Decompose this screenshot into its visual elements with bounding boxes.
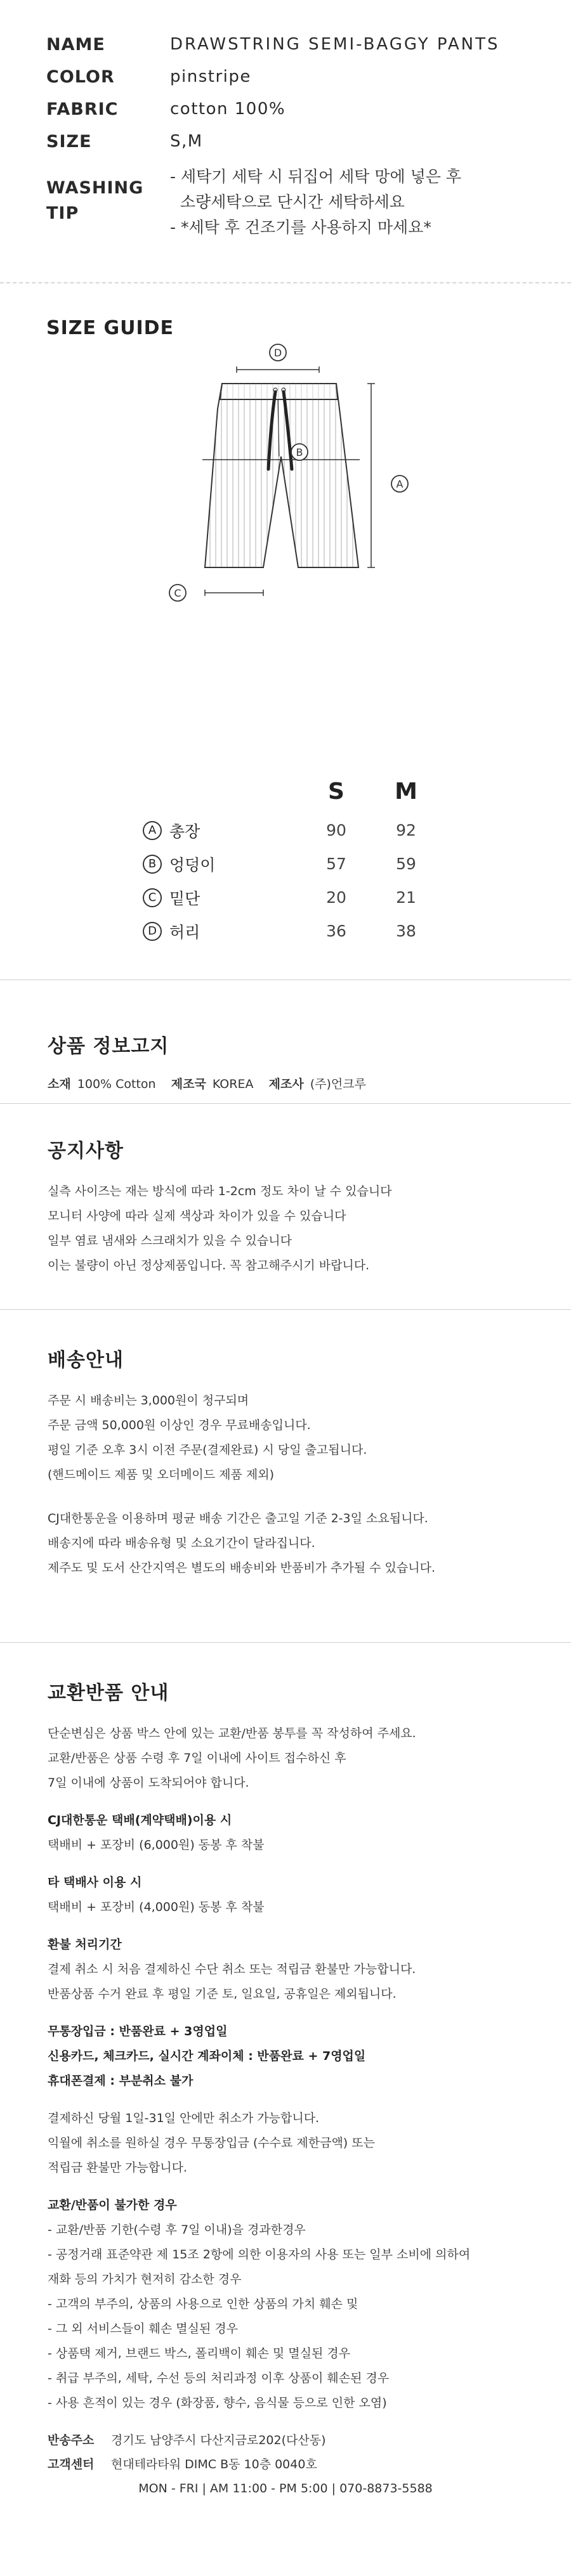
washing-tip-3: - *세탁 후 건조기를 사용하지 마세요*	[170, 218, 431, 236]
customer-center-row	[48, 2452, 549, 2476]
fabric-value: cotton 100%	[170, 100, 286, 119]
unable-line: - 그 외 서비스들이 훼손 멸실된 경우	[48, 2322, 239, 2336]
info-row-size	[46, 132, 541, 152]
size-value-m: 59	[396, 855, 416, 873]
size-row-length	[143, 813, 441, 847]
shipping-title: 배송안내	[48, 1349, 124, 1371]
exchange-title: 교환반품 안내	[48, 1682, 169, 1704]
color-label: COLOR	[46, 67, 115, 87]
marker-a-badge: A	[143, 821, 162, 840]
other-courier-title: 타 택배사 이용 시	[48, 1875, 142, 1889]
info-row-washing	[46, 164, 541, 240]
cj-title: CJ대한통운 택배(계약택배)이용 시	[48, 1813, 232, 1827]
marker-d-letter: D	[273, 347, 282, 359]
return-address-row	[48, 2428, 549, 2452]
customer-center-label: 고객센터	[48, 2457, 95, 2471]
size-row-label: 총장	[169, 822, 200, 841]
notice-line: 모니터 사양에 따라 실제 색상과 차이가 있을 수 있습니다	[48, 1209, 346, 1223]
notice-line: 일부 염료 냄새와 스크래치가 있을 수 있습니다	[48, 1234, 292, 1248]
notice-line: 이는 불량이 아닌 정상제품입니다. 꼭 참고해주시기 바랍니다.	[48, 1259, 370, 1272]
unable-line: - 취급 부주의, 세탁, 수선 등의 처리과정 이후 상품이 훼손된 경우	[48, 2371, 390, 2385]
name-value: DRAWSTRING SEMI-BAGGY PANTS	[170, 35, 500, 54]
size-row-label: 밑단	[169, 889, 200, 908]
exchange-intro-line: 7일 이내에 상품이 도착되어야 합니다.	[48, 1776, 249, 1790]
shipping-line: 배송지에 따라 배송유형 및 소요기간이 달라집니다.	[48, 1536, 315, 1550]
cj-fee: 택배비 + 포장비 (6,000원) 동봉 후 착불	[48, 1838, 265, 1852]
section-divider	[0, 282, 571, 283]
phone-refund-line: 적립금 환불만 가능합니다.	[48, 2161, 188, 2175]
size-row-label: 엉덩이	[169, 855, 216, 874]
marker-a	[391, 476, 408, 492]
notice-line: 실측 사이즈는 재는 방식에 따라 1-2cm 정도 차이 날 수 있습니다	[48, 1184, 392, 1198]
shipping-line: 제주도 및 도서 산간지역은 별도의 배송비와 반품비가 추가될 수 있습니다.	[48, 1561, 436, 1575]
washing-label	[46, 164, 170, 226]
material-key: 소재	[48, 1077, 71, 1091]
size-value-s: 36	[326, 922, 346, 940]
color-value: pinstripe	[170, 67, 251, 86]
other-courier-fee: 택배비 + 포장비 (4,000원) 동봉 후 착불	[48, 1900, 265, 1914]
washing-tip-1: - 세탁기 세탁 시 뒤집어 세탁 망에 넣은 후	[170, 167, 461, 186]
unable-line: - 고객의 부주의, 상품의 사용으로 인한 상품의 가치 훼손 및	[48, 2297, 358, 2311]
info-row-color	[46, 67, 541, 87]
unable-line: - 교환/반품 기한(수령 후 7일 이내)을 경과한경우	[48, 2223, 306, 2237]
size-row-waist	[143, 914, 441, 948]
size-row-hip	[143, 847, 441, 881]
marker-d-badge: D	[143, 922, 162, 941]
disclosure-line	[48, 1075, 549, 1092]
info-row-fabric	[46, 100, 541, 119]
marker-c-badge: C	[143, 888, 162, 907]
customer-center-value: 현대테라타워 DIMC B동 10층 0040호	[111, 2457, 317, 2471]
washing-tips	[170, 164, 461, 240]
return-address-value: 경기도 남양주시 다산지금로202(다산동)	[111, 2433, 326, 2447]
size-value: S,M	[170, 132, 203, 151]
size-value-m: 38	[396, 922, 416, 940]
marker-b-badge: B	[143, 855, 162, 874]
marker-d	[270, 344, 286, 361]
size-label: SIZE	[46, 132, 92, 152]
pants-size-diagram	[162, 339, 492, 720]
section-divider	[0, 1309, 571, 1310]
phone-refund-line: 익월에 취소를 원하실 경우 무통장입금 (수수료 제한금액) 또는	[48, 2136, 375, 2150]
size-row-hem	[143, 881, 441, 914]
disclosure-section	[48, 1030, 549, 1092]
phone-refund-line: 결제하신 당월 1일-31일 안에만 취소가 가능합니다.	[48, 2111, 320, 2125]
exchange-section	[48, 1677, 549, 2501]
unable-line: - 사용 흔적이 있는 경우 (화장품, 향수, 음식물 등으로 인한 오염)	[48, 2396, 387, 2410]
refund-title: 환불 처리기간	[48, 1938, 122, 1951]
shipping-line: CJ대한통운을 이용하며 평균 배송 기간은 출고일 기준 2-3일 소요됩니다.	[48, 1511, 428, 1525]
shipping-line: 주문 시 배송비는 3,000원이 청구되며	[48, 1394, 249, 1408]
size-guide-title: SIZE GUIDE	[46, 317, 174, 339]
maker-value: (주)언크루	[310, 1077, 366, 1091]
shipping-line: (핸드메이드 제품 및 오더메이드 제품 제외)	[48, 1468, 275, 1482]
refund-line: 결제 취소 시 처음 결제하신 수단 취소 또는 적립금 환불만 가능합니다.	[48, 1962, 416, 1976]
notice-title: 공지사항	[48, 1140, 124, 1162]
size-table-header	[143, 779, 441, 805]
marker-c-letter: C	[174, 587, 181, 599]
size-value-m: 92	[396, 821, 416, 839]
washing-label-line1: WASHING	[46, 178, 144, 198]
marker-a-letter: A	[396, 478, 404, 490]
business-hours: MON - FRI | AM 11:00 - PM 5:00 | 070-8873-5588	[138, 2482, 433, 2495]
size-value-s: 57	[326, 855, 346, 873]
return-address-label: 반송주소	[48, 2433, 95, 2447]
unable-line: - 공정거래 표준약관 제 15조 2항에 의한 이용자의 사용 또는 일부 소비에 의하여	[48, 2248, 471, 2262]
refund-period: 신용카드, 체크카드, 실시간 계좌이체 : 반품완료 + 7영업일	[48, 2049, 366, 2063]
size-value-m: 21	[396, 888, 416, 907]
disclosure-title: 상품 정보고지	[48, 1035, 169, 1058]
name-label: NAME	[46, 35, 105, 55]
exchange-intro-line: 교환/반품은 상품 수령 후 7일 이내에 사이트 접수하신 후	[48, 1751, 346, 1765]
unable-line: 재화 등의 가치가 현저히 감소한 경우	[48, 2272, 242, 2286]
fabric-label: FABRIC	[46, 100, 119, 119]
marker-c	[169, 585, 186, 601]
size-col-m: M	[395, 779, 417, 805]
origin-key: 제조국	[171, 1077, 206, 1091]
section-divider	[0, 1642, 571, 1643]
size-row-label: 허리	[169, 922, 200, 942]
refund-line: 반품상품 수거 완료 후 평일 기준 토, 일요일, 공휴일은 제외됩니다.	[48, 1987, 397, 2001]
unable-title: 교환/반품이 불가한 경우	[48, 2198, 177, 2212]
exchange-intro-line: 단순변심은 상품 박스 안에 있는 교환/반품 봉투를 꼭 작성하여 주세요.	[48, 1726, 416, 1740]
washing-tip-2: 소량세탁으로 단시간 세탁하세요	[170, 193, 405, 211]
pants-drawing	[205, 384, 358, 567]
shipping-section	[48, 1344, 549, 1581]
origin-value: KOREA	[212, 1077, 254, 1091]
size-table	[143, 779, 441, 948]
section-divider	[0, 1103, 571, 1104]
refund-period: 무통장입금 : 반품완료 + 3영업일	[48, 2024, 228, 2038]
shipping-line: 평일 기준 오후 3시 이전 주문(결제완료) 시 당일 출고됩니다.	[48, 1443, 367, 1457]
marker-b-letter: B	[296, 446, 303, 458]
product-info	[46, 35, 541, 253]
material-value: 100% Cotton	[77, 1077, 156, 1091]
shipping-line: 주문 금액 50,000원 이상인 경우 무료배송입니다.	[48, 1418, 311, 1432]
maker-key: 제조사	[268, 1077, 304, 1091]
marker-b	[291, 444, 308, 460]
info-row-name	[46, 35, 541, 55]
unable-line: - 상품택 제거, 브랜드 박스, 폴리백이 훼손 및 멸실된 경우	[48, 2346, 351, 2360]
washing-label-line2: TIP	[46, 204, 79, 223]
size-col-s: S	[328, 779, 345, 805]
refund-period: 휴대폰결제 : 부분취소 불가	[48, 2074, 194, 2088]
size-value-s: 90	[326, 821, 346, 839]
size-value-s: 20	[326, 888, 346, 907]
notice-section	[48, 1135, 549, 1278]
